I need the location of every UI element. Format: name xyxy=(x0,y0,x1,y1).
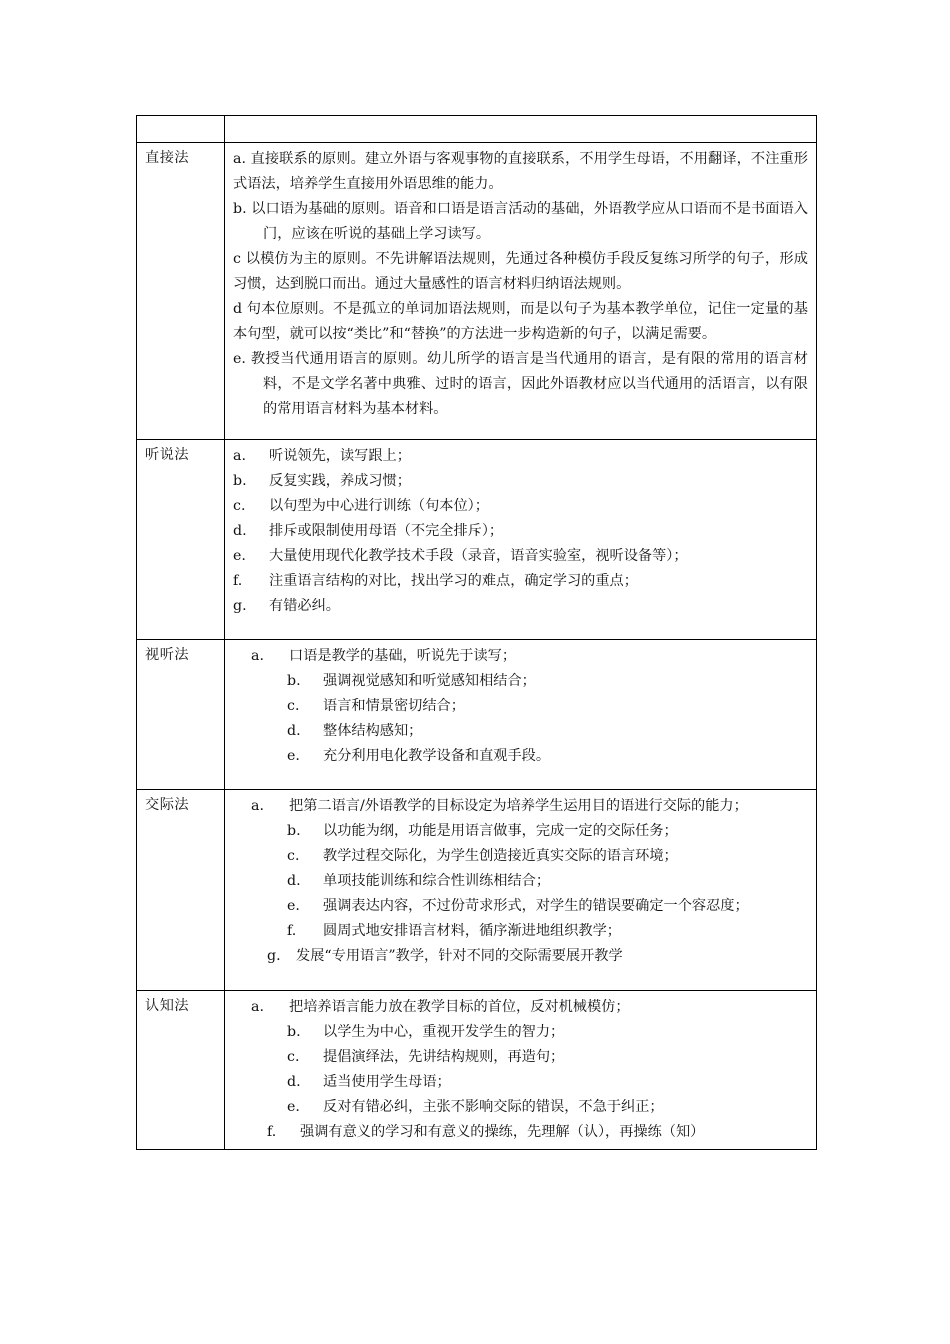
principles-cell xyxy=(225,790,817,991)
item-text: 圆周式地安排语言材料，循序渐进地组织教学； xyxy=(323,923,621,939)
item-marker: f. xyxy=(287,923,297,939)
item-text: 单项技能训练和综合性训练相结合； xyxy=(323,873,551,889)
principle-item xyxy=(233,694,808,719)
principle-item: a. 直接联系的原则。建立外语与客观事物的直接联系，不用学生母语，不用翻译，不注重形式语法，培养学生直接用外语思维的能力。 xyxy=(233,151,808,192)
principle-item xyxy=(233,1095,808,1120)
principle-item xyxy=(233,444,808,469)
principle-item xyxy=(233,869,808,894)
table-row xyxy=(137,790,817,991)
item-text: 以句型为中心进行训练（句本位）； xyxy=(269,498,489,514)
item-marker: b. xyxy=(287,1024,301,1040)
item-marker: g. xyxy=(267,948,281,964)
item-text: 强调有意义的学习和有意义的操练，先理解（认），再操练（知） xyxy=(300,1124,705,1140)
principles-cell xyxy=(225,991,817,1150)
method-name: 直接法 xyxy=(137,143,225,440)
principle-item xyxy=(233,919,808,944)
item-marker: a. xyxy=(251,798,264,814)
principle-item xyxy=(233,1070,808,1095)
item-marker: e. xyxy=(233,548,246,564)
item-marker: f. xyxy=(267,1124,277,1140)
item-text: 反复实践，养成习惯； xyxy=(269,473,411,489)
principle-item xyxy=(233,844,808,869)
table-row xyxy=(137,440,817,640)
item-marker: g. xyxy=(233,598,247,614)
item-marker: b. xyxy=(233,473,247,489)
method-name: 视听法 xyxy=(137,640,225,790)
principle-item xyxy=(233,719,808,744)
principle-item: b. 以口语为基础的原则。语音和口语是语言活动的基础，外语教学应从口语而不是书面语入门，应该在听说的基础上学习读写。 xyxy=(233,201,808,242)
principle-item xyxy=(233,995,808,1020)
item-marker: f. xyxy=(233,573,243,589)
principle-item: d 句本位原则。不是孤立的单词加语法规则，而是以句子为基本教学单位，记住一定量的基本句型，就可以按“类比”和“替换”的方法进一步构造新的句子，以满足需要。 xyxy=(233,301,808,342)
item-text: 口语是教学的基础，听说先于读写； xyxy=(289,648,517,664)
item-marker: c. xyxy=(233,498,246,514)
principle-item xyxy=(233,819,808,844)
principles-cell xyxy=(225,640,817,790)
item-marker: d. xyxy=(287,1074,301,1090)
item-text: 注重语言结构的对比，找出学习的难点，确定学习的重点； xyxy=(269,573,638,589)
principle-item xyxy=(233,1120,808,1145)
item-marker: d. xyxy=(287,723,301,739)
method-name: 听说法 xyxy=(137,440,225,640)
principle-item xyxy=(233,519,808,544)
item-text: 整体结构感知； xyxy=(323,723,423,739)
table-row xyxy=(137,143,817,440)
principle-item: c 以模仿为主的原则。不先讲解语法规则，先通过各种模仿手段反复练习所学的句子，形成习惯，达到脱口而出。通过大量感性的语言材料归纳语法规则。 xyxy=(233,251,808,292)
item-marker: b. xyxy=(287,673,301,689)
method-name: 交际法 xyxy=(137,790,225,991)
item-text: 适当使用学生母语； xyxy=(323,1074,451,1090)
principle-item xyxy=(233,669,808,694)
table-row xyxy=(137,991,817,1150)
item-marker: a. xyxy=(233,448,246,464)
item-marker: d. xyxy=(287,873,301,889)
item-text: 发展“专用语言”教学，针对不同的交际需要展开教学 xyxy=(296,948,623,964)
principle-item xyxy=(233,494,808,519)
principles-cell xyxy=(225,143,817,440)
principle-item xyxy=(233,744,808,769)
principle-item xyxy=(233,544,808,569)
principle-item xyxy=(233,894,808,919)
item-text: 以功能为纲，功能是用语言做事，完成一定的交际任务； xyxy=(323,823,678,839)
item-text: 提倡演绎法，先讲结构规则，再造句； xyxy=(323,1049,565,1065)
item-text: 强调表达内容，不过份苛求形式，对学生的错误要确定一个容忍度； xyxy=(323,898,749,914)
item-text: 教学过程交际化，为学生创造接近真实交际的语言环境； xyxy=(323,848,678,864)
principle-item xyxy=(233,594,808,619)
item-marker: e. xyxy=(287,1099,300,1115)
item-text: 语言和情景密切结合； xyxy=(323,698,465,714)
item-marker: c. xyxy=(287,1049,300,1065)
item-marker: e. xyxy=(287,898,300,914)
item-text: 强调视觉感知和听觉感知相结合； xyxy=(323,673,536,689)
item-text: 把培养语言能力放在教学目标的首位，反对机械模仿； xyxy=(289,999,630,1015)
header-row xyxy=(137,116,817,143)
item-marker: e. xyxy=(287,748,300,764)
principle-item xyxy=(233,469,808,494)
principles-cell xyxy=(225,440,817,640)
principle-item xyxy=(233,569,808,594)
item-marker: a. xyxy=(251,999,264,1015)
table-row xyxy=(137,640,817,790)
item-text: 排斥或限制使用母语（不完全排斥）； xyxy=(269,523,504,539)
principle-item xyxy=(233,644,808,669)
header-cell-principles xyxy=(225,116,817,143)
item-text: 听说领先，读写跟上； xyxy=(269,448,411,464)
item-text: 充分利用电化教学设备和直观手段。 xyxy=(323,748,551,764)
item-text: 有错必纠。 xyxy=(269,598,340,614)
item-marker: b. xyxy=(287,823,301,839)
methods-table xyxy=(136,115,817,1150)
item-text: 把第二语言/外语教学的目标设定为培养学生运用目的语进行交际的能力； xyxy=(289,798,748,814)
principle-item: e. 教授当代通用语言的原则。幼儿所学的语言是当代通用的语言，是有限的常用的语言材料，不是文学名著中典雅、过时的语言，因此外语教材应以当代通用的活语言，以有限的常用语言材料为基本材料。 xyxy=(233,351,808,417)
item-text: 反对有错必纠，主张不影响交际的错误，不急于纠正； xyxy=(323,1099,664,1115)
item-marker: c. xyxy=(287,698,300,714)
item-text: 大量使用现代化教学技术手段（录音，语音实验室，视听设备等）； xyxy=(269,548,688,564)
principle-item xyxy=(233,794,808,819)
method-name: 认知法 xyxy=(137,991,225,1150)
principle-item xyxy=(233,944,808,969)
principle-item xyxy=(233,1020,808,1045)
item-marker: d. xyxy=(233,523,247,539)
header-cell-method xyxy=(137,116,225,143)
item-text: 以学生为中心，重视开发学生的智力； xyxy=(323,1024,565,1040)
item-marker: c. xyxy=(287,848,300,864)
principle-item xyxy=(233,1045,808,1070)
item-marker: a. xyxy=(251,648,264,664)
